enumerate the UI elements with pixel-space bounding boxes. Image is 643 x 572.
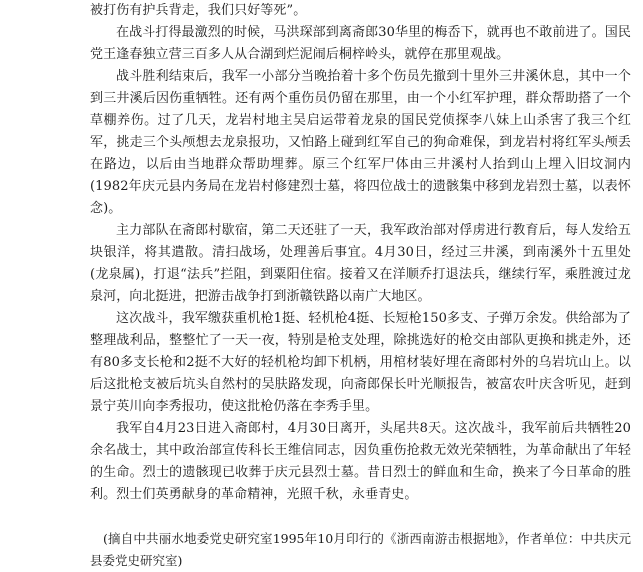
paragraph-4: 主力部队在斋郎村歇宿，第二天还驻了一天，我军政治部对俘虏进行教育后，每人发给五块银洋，将其遣散。清扫战场，处理善后事宜。4月30日，经过三井溪，到南溪外十五里处(龙泉属)，打退“法兵”拦阻，到粟阳住宿。接着又在洋顺乔打退法兵，继续行军，乘胜渡过龙泉河，向北挺进，把游击战争打到浙赣铁路以南广大地区。 bbox=[90, 223, 631, 304]
paragraph-6: 我军自4月23日进入斋郎村，4月30日离开，头尾共8天。这次战斗，我军前后共牺牲20余名战士，其中政治部宣传科长王维信同志，因负重伤抢救无效光荣牺牲，为革命献出了年轻的生命。烈士的遗骸现已收葬于庆元县烈士墓。昔日烈士的鲜血和生命，换来了今日革命的胜利。烈士们英勇献身的革命精神，光照千秋，永垂青史。 bbox=[90, 421, 631, 502]
paragraph-3: 战斗胜利结束后，我军一小部分当晚抬着十多个伤员先撤到十里外三井溪休息，其中一个到三井溪后因伤重牺牲。还有两个重伤员仍留在那里，由一个小红军护理，群众帮助搭了一个草棚养伤。过了几天，龙岩村地主吴启运带着龙泉的国民党侦探李八妹上山杀害了我三个红军，挑走三个头颅想去龙泉报功，又怕路上碰到红军自己的狗命难保，到龙岩村将红军头颅丢在路边，以后由当地群众帮助埋葬。原三个红军尸体由三井溪村人抬到山上埋入旧坟洞内(1982年庆元县内务局在龙岩村修建烈士墓，将四位战士的遗骸集中移到龙岩烈士墓，以表怀念)。 bbox=[90, 69, 631, 216]
spacer bbox=[90, 506, 631, 528]
paragraph-2: 在战斗打得最激烈的时候，马洪琛部到离斋郎30华里的梅岙下，就再也不敢前进了。国民党王逢春独立营三百多人从合湖到烂泥闹后桐梓岭头，就停在那里观战。 bbox=[90, 25, 631, 62]
paragraph-5: 这次战斗，我军缴获重机枪1挺、轻机枪4挺、长短枪150多支、子弹万余发。供给部为了整理战利品，整整忙了一天一夜，特别是枪支处理，除挑选好的枪交由部队更换和挑走外，还有80多支长枪和2挺不大好的轻机枪均卸下机柄，用棺材装好埋在斋郎村外的乌岩坑山上。以后这批枪支被后坑头自然村的吴肤路发现，向斋郎保长叶光顺报告，被富农叶庆含听见，赶到景宁英川向李秀报功，使这批枪仍落在李秀手里。 bbox=[90, 311, 631, 414]
source-note: (摘自中共丽水地委党史研究室1995年10月印行的《浙西南游击根据地》，作者单位：中共庆元县委党史研究室) bbox=[90, 531, 631, 568]
paragraph-1: 被打伤有护兵背走，我们只好等死”。 bbox=[90, 3, 307, 18]
